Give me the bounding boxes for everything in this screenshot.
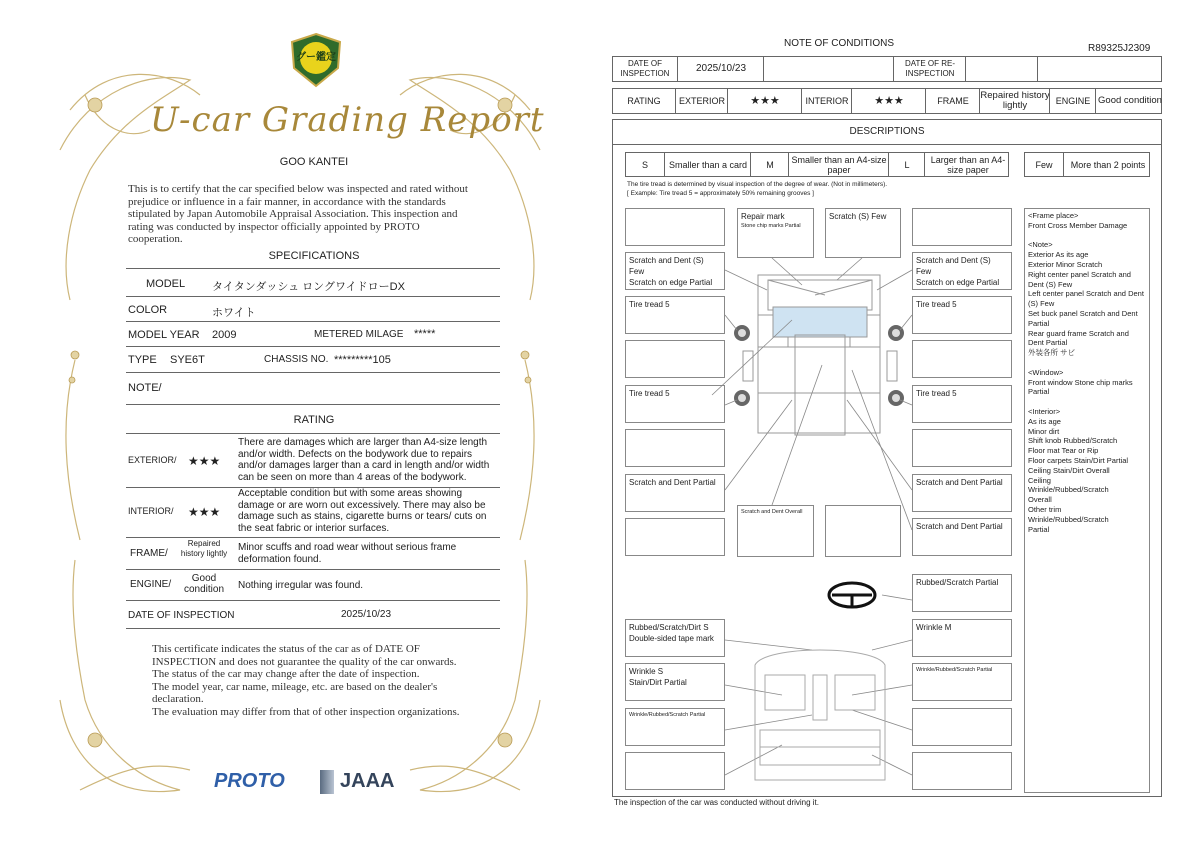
goo-kantei-logo — [288, 32, 344, 88]
doi-label: DATE OF INSPECTION — [620, 59, 670, 78]
date-label: DATE OF INSPECTION — [128, 610, 235, 621]
certification-text: This is to certify that the car specified below was inspected and rated without prejudice or influence in a fair manner, in accordance with the standards stipulated by Japan Automobile Appraisal Association. This inspection and rating was conducted by inspector officially appointed by PROTO cooperation. — [128, 183, 468, 245]
legend-few: Few — [1035, 159, 1053, 170]
panel-text: Stain/Dirt Partial — [629, 678, 687, 687]
panel-text: Rubbed/Scratch/Dirt S — [629, 623, 709, 632]
frame-description: Minor scuffs and road wear without serious frame deformation found. — [238, 542, 457, 565]
rating-row-frame — [126, 537, 500, 570]
panel-text: Tire tread 5 — [916, 389, 957, 398]
reinspection-value — [965, 57, 1038, 81]
jaaa-emblem-icon — [320, 770, 334, 794]
engine-description: Nothing irregular was found. — [238, 580, 364, 591]
rating-row-engine — [126, 569, 500, 601]
rating-row — [612, 88, 1162, 114]
note-label: NOTE/ — [128, 382, 162, 394]
panel-text: Scratch on edge Partial — [916, 278, 1000, 287]
date-row — [126, 600, 500, 629]
panel-text: Wrinkle M — [916, 623, 952, 632]
panel-text: Wrinkle/Rubbed/Scratch Partial — [629, 712, 706, 718]
doi-spacer — [763, 57, 894, 81]
interior-stars: ★★★ — [851, 89, 926, 113]
size-legend — [625, 152, 1009, 177]
panel-text: Tire tread 5 — [629, 389, 670, 398]
tread-note: The tire tread is determined by visual inspection of the degree of wear. (Not in millimeters). — [627, 181, 888, 188]
legend-l: L — [888, 153, 925, 176]
proto-logo: PROTO — [214, 770, 285, 792]
color-label: COLOR — [128, 304, 168, 316]
panel-text: Rubbed/Scratch Partial — [916, 578, 999, 587]
rating-label: RATING — [627, 96, 661, 106]
panel-text: Scratch (S) Few — [829, 212, 887, 221]
spec-row-model — [126, 272, 500, 297]
model-value: タイタンダッシュ ロングワイドローDX — [212, 281, 405, 293]
steering-wheel-icon — [827, 580, 877, 610]
report-title: U-car Grading Report — [150, 100, 545, 140]
legend-few-text: More than 2 points — [1063, 153, 1152, 176]
few-legend — [1024, 152, 1150, 177]
bottom-note: The inspection of the car was conducted without driving it. — [614, 798, 819, 807]
interior-label: INTERIOR/ — [128, 506, 174, 516]
divider — [126, 268, 500, 269]
engine-value: Good condition — [1095, 89, 1164, 113]
rating-row-interior — [126, 487, 500, 538]
legend-s-text: Smaller than a card — [664, 153, 751, 176]
interior-description: Acceptable condition but with some areas showing damage or are worn out excessively. There may also be damage such as stains, cigarette burns or tears/ cuts on the seat fabric or interior surfaces. — [238, 488, 487, 534]
tread-example: [ Example: Tire tread 5 = approximately 50% remaining grooves ] — [627, 190, 814, 197]
panel-text: Scratch and Dent Partial — [916, 478, 1003, 487]
engine-label: ENGINE/ — [130, 579, 172, 590]
mileage-label: METERED MILAGE — [314, 329, 404, 340]
reinspection-label: DATE OF RE-INSPECTION — [893, 57, 966, 81]
panel-text: Wrinkle/Rubbed/Scratch Partial — [916, 667, 993, 673]
report-subtitle: GOO KANTEI — [279, 156, 349, 168]
note-of-conditions-heading: NOTE OF CONDITIONS — [784, 38, 894, 49]
frame-label: FRAME/ — [130, 548, 168, 559]
frame-label: FRAME — [925, 89, 980, 113]
type-value: SYE6T — [170, 354, 205, 366]
model-year-value: 2009 — [212, 329, 237, 341]
panel-text: Wrinkle S — [629, 667, 664, 676]
panel-text: Scratch and Dent Partial — [629, 478, 716, 487]
model-label: MODEL — [146, 278, 186, 290]
condition-notes: <Frame place> Front Cross Member Damage <Note> Exterior As its age Exterior Minor Scratch Right center panel Scratch and Dent (S) Few Left center panel Scratch and Dent (S) Few Set buck panel Scratch and Dent Partial Rear guard frame Scratch and Dent Partial 外装各所 サビ <Window> Front window Stone chip marks Partial <Interior> As its age Minor dirt Shift knob Rubbed/Scratch Floor mat Tear or Rip Floor carpets Stain/Dirt Partial Ceiling Stain/Dirt Overall Ceiling Wrinkle/Rubbed/Scratch Overall Other trim Wrinkle/Rubbed/Scratch Partial — [1024, 208, 1150, 793]
reinspection-spacer — [1037, 57, 1164, 81]
mileage-value: ***** — [414, 328, 436, 340]
panel-text: Repair mark — [741, 212, 785, 221]
descriptions-heading: DESCRIPTIONS — [613, 120, 1161, 145]
reference-number: R89325J2309 — [1088, 43, 1151, 54]
panel-text: Double-sided tape mark — [629, 634, 714, 643]
engine-label: ENGINE — [1049, 89, 1096, 113]
exterior-stars: ★★★ — [727, 89, 802, 113]
frame-value: Repaired history lightly — [980, 90, 1050, 111]
exterior-description: There are damages which are larger than A4-size length and/or width. Defects on the bodywork due to repairs and/or damages larger than a card in length and/or width can be seen on more than 4 areas of the bodywork. — [238, 437, 490, 483]
specifications-heading: SPECIFICATIONS — [268, 250, 360, 262]
color-value: ホワイト — [212, 307, 256, 319]
panel-text: Scratch on edge Partial — [629, 278, 713, 287]
panel-text: Scratch and Dent (S) Few — [916, 256, 991, 276]
exterior-stars: ★★★ — [188, 454, 221, 468]
frame-value: Repaired history lightly — [180, 539, 228, 558]
legend-l-text: Larger than an A4-size paper — [924, 153, 1011, 176]
panel-text: Tire tread 5 — [916, 300, 957, 309]
chassis-label: CHASSIS NO. — [264, 354, 329, 365]
engine-value: Good condition — [183, 573, 225, 595]
legend-m-text: Smaller than an A4-size paper — [788, 153, 889, 176]
panel-text: Scratch and Dent Overall — [741, 509, 803, 515]
spec-row-year — [126, 321, 500, 347]
inspection-date-row — [612, 56, 1162, 82]
jaaa-logo: JAAA — [340, 770, 395, 792]
spec-row-note — [126, 372, 500, 405]
panel-text: Scratch and Dent (S) Few — [629, 256, 704, 276]
exterior-label: EXTERIOR — [675, 89, 728, 113]
doi-value: 2025/10/23 — [677, 57, 764, 81]
certificate-footer: This certificate indicates the status of the car as of DATE OF INSPECTION and does not guarantee the quality of the car onwards. The status of the car may change after the date of inspection. The model year, car name, mileage, etc. are based on the dealer's declaration. The evaluation may differ from that of other inspection organizations. — [152, 643, 460, 718]
type-label: TYPE — [128, 354, 157, 366]
model-year-label: MODEL YEAR — [128, 329, 200, 341]
exterior-label: EXTERIOR/ — [128, 455, 177, 465]
interior-stars: ★★★ — [188, 505, 221, 519]
interior-label: INTERIOR — [801, 89, 852, 113]
vehicle-interior-diagram — [745, 635, 895, 795]
divider — [126, 433, 500, 434]
legend-m: M — [750, 153, 789, 176]
legend-s: S — [641, 159, 648, 170]
spec-row-type — [126, 346, 500, 373]
rating-heading: RATING — [293, 414, 335, 426]
logo-text: グー鑑定 — [296, 52, 336, 63]
chassis-value: *********105 — [334, 354, 391, 366]
date-value: 2025/10/23 — [341, 609, 392, 620]
spec-row-color — [126, 296, 500, 322]
rating-row-exterior — [126, 435, 500, 488]
panel-subtext: Stone chip marks Partial — [741, 223, 801, 229]
panel-text: Tire tread 5 — [629, 300, 670, 309]
panel-text: Scratch and Dent Partial — [916, 522, 1003, 531]
